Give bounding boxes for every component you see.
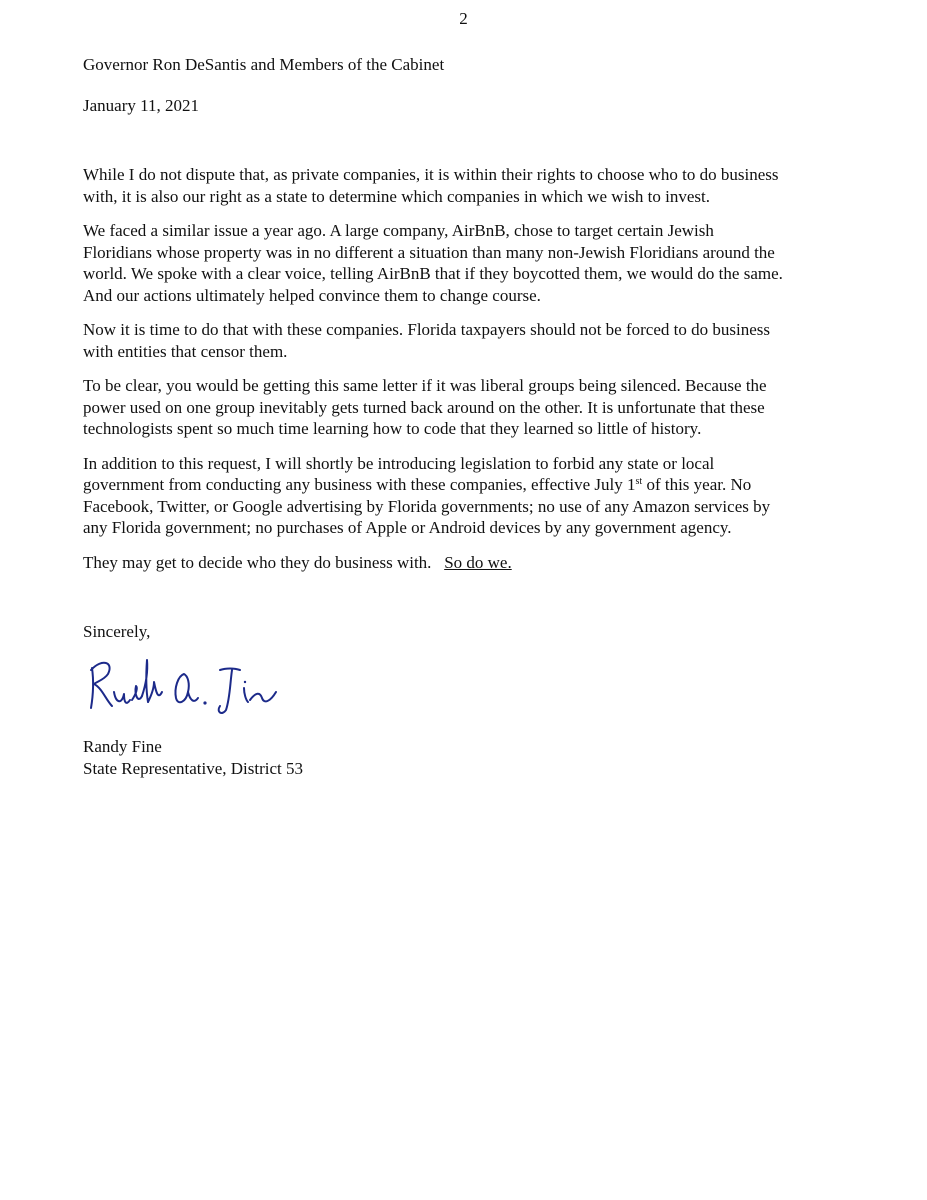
letter-body [83, 164, 843, 573]
paragraph-6 [83, 552, 843, 574]
signer-title: State Representative, District 53 [83, 759, 303, 778]
text-line: world. We spoke with a clear voice, telling AirBnB that if they boycotted them, we would do the same. [83, 264, 783, 283]
ordinal-suffix: st [635, 476, 643, 487]
text-line: Facebook, Twitter, or Google advertising by Florida governments; no use of any Amazon services by [83, 496, 771, 516]
signer-name: Randy Fine [83, 737, 162, 756]
paragraph-3 [83, 319, 843, 362]
text-line: power used on one group inevitably gets turned back around on the other. It is unfortunate that these [83, 397, 765, 417]
paragraph-4 [83, 375, 843, 440]
letter-date: January 11, 2021 [83, 96, 199, 115]
text-line: While I do not dispute that, as private companies, it is within their rights to choose who to do business [83, 165, 779, 184]
signature-image [84, 648, 284, 720]
paragraph-1 [83, 164, 843, 207]
closing-salutation: Sincerely, [83, 622, 151, 641]
paragraph-5 [83, 453, 843, 539]
text-line: Now it is time to do that with these companies. Florida taxpayers should not be forced to do business [83, 320, 770, 339]
text-line: technologists spent so much time learning how to code that they learned so little of history. [83, 419, 702, 438]
page-number: 2 [459, 9, 468, 28]
text-line: We faced a similar issue a year ago. A large company, AirBnB, chose to target certain Jewish [83, 221, 714, 240]
text-line: with, it is also our right as a state to determine which companies in which we wish to invest. [83, 186, 710, 206]
text-segment: They may get to decide who they do business with. [83, 552, 445, 572]
recipient-line: Governor Ron DeSantis and Members of the Cabinet [83, 55, 445, 74]
text-line: any Florida government; no purchases of Apple or Android devices by any government agency. [83, 518, 732, 537]
text-line [83, 474, 843, 496]
text-line: In addition to this request, I will shortly be introducing legislation to forbid any state or local [83, 453, 715, 473]
text-segment: of this year. No [642, 475, 752, 494]
underlined-phrase: So do we. [444, 552, 512, 572]
text-line: with entities that censor them. [83, 341, 288, 361]
text-line: And our actions ultimately helped convince them to change course. [83, 285, 541, 305]
paragraph-2 [83, 220, 843, 306]
text-segment: government from conducting any business with these companies, effective July 1 [83, 475, 636, 494]
text-line: To be clear, you would be getting this same letter if it was liberal groups being silenced. Because the [83, 376, 767, 395]
text-line: Floridians whose property was in no different a situation than many non-Jewish Floridians around the [83, 242, 775, 262]
